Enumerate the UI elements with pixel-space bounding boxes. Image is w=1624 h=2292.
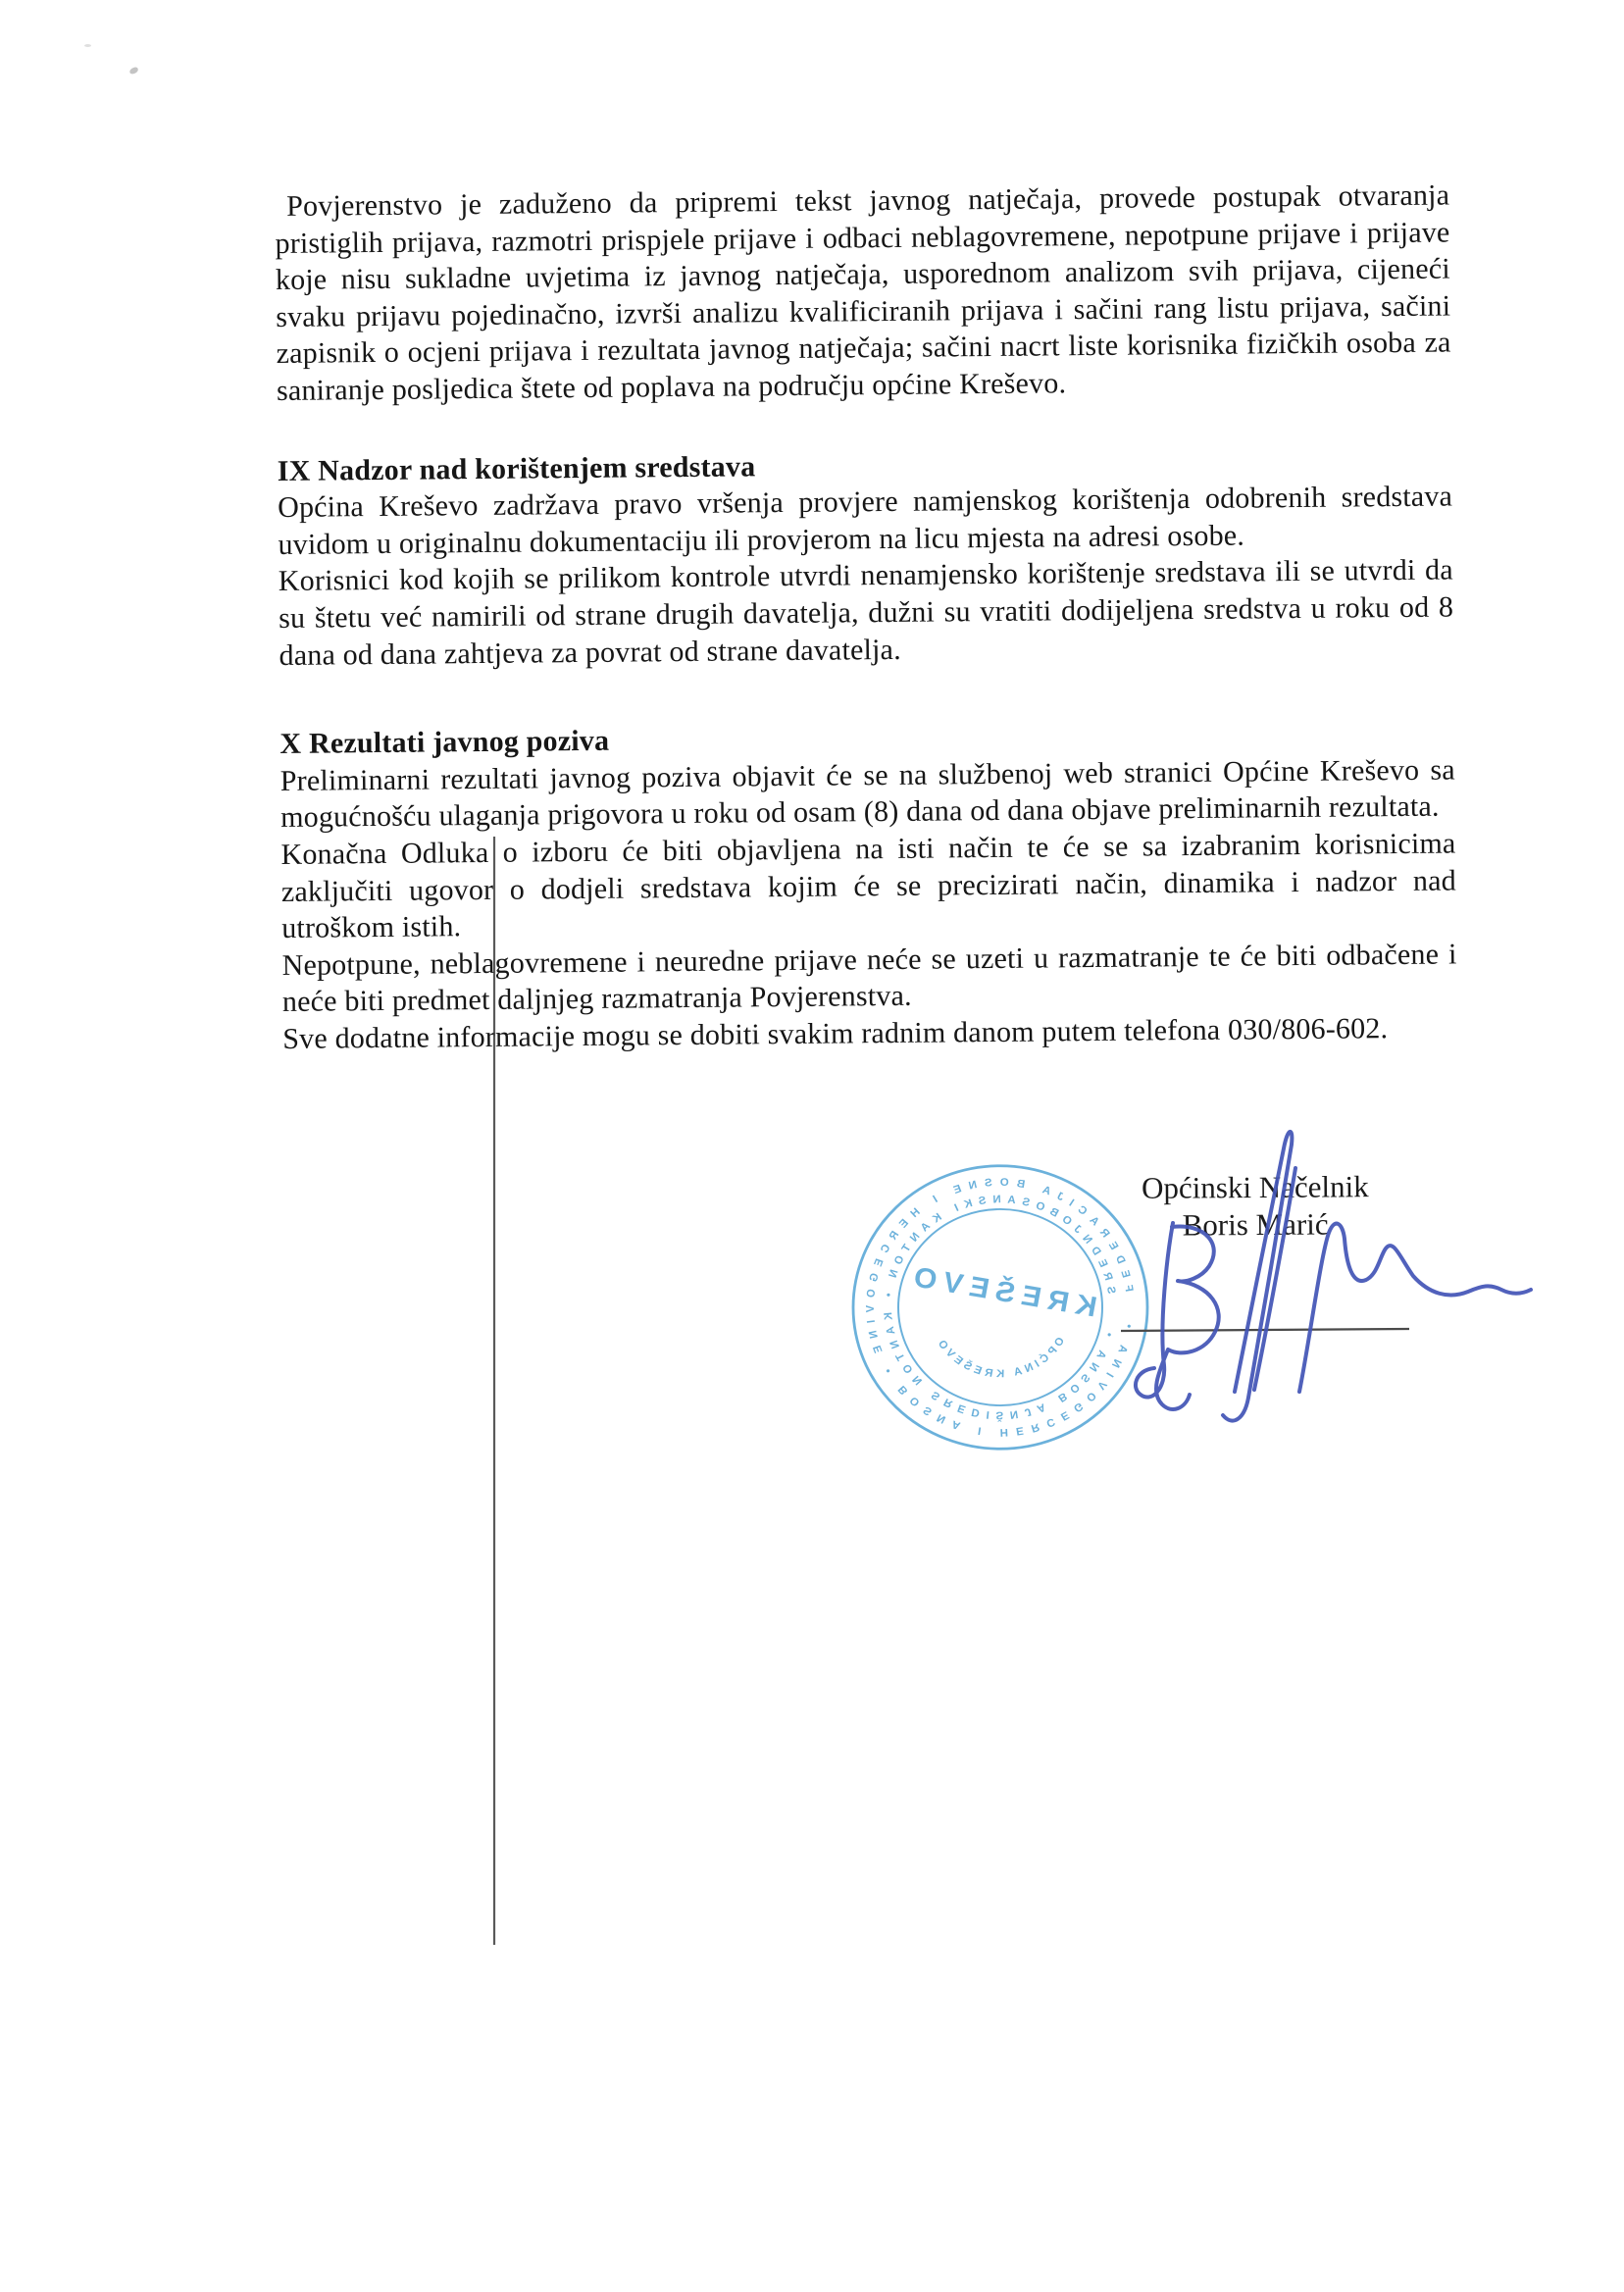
section-x-paragraph: Konačna Odluka o izboru će biti objavljena na isti način te će se sa izabranim korisnicima zaključiti ugovor o dodjeli sredstava kojim će se precizirati način, dinamika i nadzor nad utroškom istih. xyxy=(280,827,1456,945)
handwritten-signature xyxy=(1098,1106,1549,1430)
section-ix-heading: IX Nadzor nad korištenjem sredstava xyxy=(277,449,756,487)
stamp-ring-bottom-text: OPĆINA KREŠEVO xyxy=(933,1335,1068,1381)
section-ix-paragraph: Općina Kreševo zadržava pravo vršenja provjere namjenskog korištenja odobrenih sredstava uvidom u originalnu dokumentaciju ili provjerom na licu mjesta na adresi osobe. xyxy=(277,480,1453,561)
section-x-paragraph: Preliminarni rezultati javnog poziva objavit će se na službenoj web stranici Općine Kreševo sa mogućnošću ulaganja prigovora u roku od osam (8) dana od dana objave preliminarnih rezultata. xyxy=(279,753,1455,835)
section-ix xyxy=(278,441,1454,674)
section-x-paragraph: Nepotpune, neblagovremene i neuredne prijave neće se uzeti u razmatranje te će biti odbačene i neće biti predmet daljnjeg razmatranja Povjerenstva. xyxy=(281,938,1457,1019)
section-x-paragraph: Sve dodatne informacije mogu se dobiti svakim radnim danom putem telefona 030/806-602. xyxy=(282,1012,1389,1055)
section-x xyxy=(279,715,1457,1058)
intro-paragraph: Povjerenstvo je zaduženo da pripremi tekst javnog natječaja, provede postupak otvaranja pristiglih prijava, razmotri prispjele prijave i odbaci neblagovremene, nepotpune prijave i prijave koje nisu sukladne uvjetima iz javnog natječaja, usporednom analizom svih prijava, cijeneći svaku prijavu pojedinačno, izvrši analizu kvalificiranih prijava i sačini rang listu prijava, sačini zapisnik o ocjeni prijava i rezultata javnog natječaja; sačini nacrt liste korisnika fizičkih osoba za saniranje posljedica štete od poplava na području općine Kreševo. xyxy=(275,178,1451,407)
stamp-ring-outer-text: FEDERACIJA BOSNE I HERCEGOVINE • BOSNA I HERCEGOVINA • xyxy=(864,1177,1136,1439)
scan-speck xyxy=(84,44,91,47)
scan-speck xyxy=(128,67,139,76)
section-x-heading: X Rezultati javnog poziva xyxy=(279,724,610,761)
stamp-center-text: KREŠEVO xyxy=(904,1259,1099,1324)
scan-vertical-line-artifact xyxy=(488,832,500,1950)
section-ix-paragraph: Korisnici kod kojih se prilikom kontrole utvrdi nenamjensko korištenje sredstava ili se utvrdi da su štetu već namirili od strane drugih davatelja, dužni su vratiti dodijeljena sredstva u roku od 8 dana od dana zahtjeva za povrat od strane davatelja. xyxy=(278,553,1454,672)
document-text-block xyxy=(275,178,1457,1058)
stamp-ring-inner-text: SREDNJOBOSANSKI KANTON • KANTON SREDIŠNJA BOSNA • xyxy=(882,1194,1118,1421)
signatory-name: Boris Marić xyxy=(1182,1206,1329,1243)
signature-ink-strokes xyxy=(1136,1132,1531,1421)
signatory-title: Općinski Načelnik xyxy=(1141,1169,1369,1205)
